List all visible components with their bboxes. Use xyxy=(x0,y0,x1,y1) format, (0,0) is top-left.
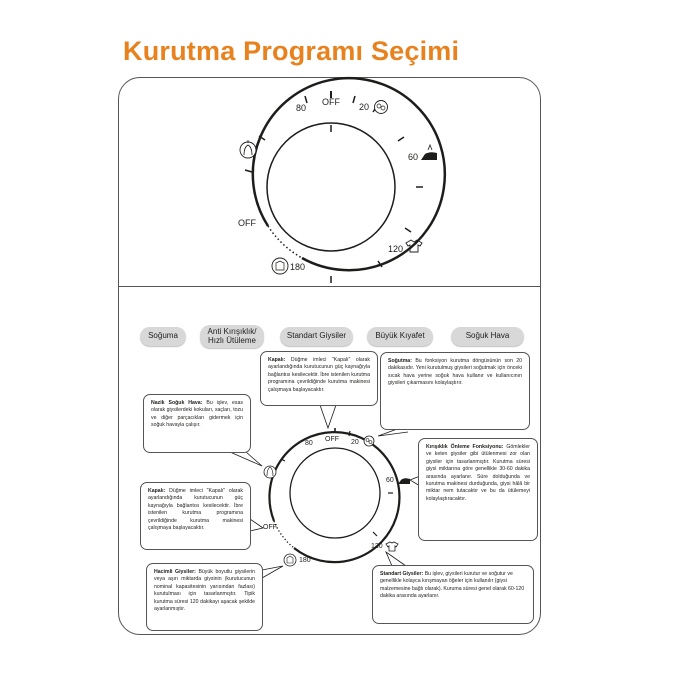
bottom-dial-label-off-left: OFF xyxy=(263,524,277,531)
program-button-soguk-hava[interactable]: Soğuk Hava xyxy=(451,327,524,346)
bottom-dial-label-off-top: OFF xyxy=(325,436,339,443)
bottom-heavy-clothes-icon xyxy=(284,554,296,566)
program-button-buyuk-kiyafet[interactable]: Büyük Kıyafet xyxy=(367,327,433,346)
bottom-dial-label-180: 180 xyxy=(299,557,311,564)
program-button-anti-kirisiklik[interactable]: Anti Kırışıklık/ Hızlı Ütüleme xyxy=(200,325,264,348)
callout-kapali-top: Kapalı: Düğme imleci "Kapalı" olarak ayarlandığında kurutucunun güç kaynağıyla bağlantısı kesilecektir. İbre istenilen kurutma programına çevrildiğinde kurutma makinesi çalışmaya başlayacaktır. xyxy=(260,351,378,406)
page-title: Kurutma Programı Seçimi xyxy=(123,36,460,66)
bottom-gentle-cool-icon xyxy=(264,466,276,478)
bottom-iron-icon xyxy=(398,478,410,484)
bottom-dial-label-80: 80 xyxy=(305,440,313,447)
bottom-anti-wrinkle-icon xyxy=(364,436,374,446)
top-dial-label-off-top: OFF xyxy=(322,97,340,107)
bottom-dial-label-120: 120 xyxy=(371,543,383,550)
top-dial-label-60: 60 xyxy=(408,152,419,162)
top-dial-label-120: 120 xyxy=(388,244,404,254)
callout-tail-kapali-left xyxy=(250,519,263,531)
top-dial-label-80: 80 xyxy=(296,103,307,113)
top-dial-label-180: 180 xyxy=(290,262,306,272)
callout-soguma: Soğutma: Bu fonksiyon kurutma döngüsünün son 20 dakikasıdır. Yeni kurutulmuş giysileri soğutmak için önceki sıcak hava yerine soğuk hava kullanır ve kullanıcının giysileri çıkarmasını kolaylaştırır. xyxy=(380,352,530,430)
program-button-soguma[interactable]: Soğuma xyxy=(140,327,186,346)
bottom-dial-label-20: 20 xyxy=(351,439,359,446)
callout-kapali-left: Kapalı: Düğme imleci "Kapalı" olarak ayarlandığında kurutucunun güç kaynağıyla bağlantısı kesilecektir. İbre istenilen kurutma programına çevrildiğinde kurutma makinesi çalışmaya başlayacaktır. xyxy=(140,482,251,550)
top-dial-label-off-left: OFF xyxy=(238,218,256,228)
callout-hacimli-giysiler: Hacimli Giysiler: Büyük boyutlu giysilerin veya aşırı miktarda giysinin (kurutucunun nominal kapasitesinin yarısından fazlası) kurutulması için tasarlanmıştır. Tipik kurutma süresi 120 dakikayı aşacak şekilde ayarlanmıştır. xyxy=(146,563,263,631)
callout-tail-kapali-top xyxy=(320,405,336,428)
callout-tail-standart xyxy=(386,552,406,566)
callout-tail-nazik xyxy=(230,452,262,466)
bottom-dial-dotted-arc xyxy=(274,521,294,548)
top-dial-label-20: 20 xyxy=(359,102,370,112)
callout-tail-hacimli xyxy=(262,566,283,578)
bottom-shirt-icon xyxy=(386,542,398,551)
callout-standart-giysiler: Standart Giysiler: Bu işlev, giysileri kurutur ve soğutur ve genellikle kolayca kırışmayan öğeler için kullanılır (giysi malzemesine bağlı olarak). Kuruma süresi genel olarak 60-120 dakika arasında ayarlanır. xyxy=(372,565,534,624)
callout-nazik-soguk-hava: Nazik Soğuk Hava: Bu işlev, esas olarak giysilerdeki kokuları, saçları, tozu ve diğer parçacıkları gidermek için soğuk havayla çalışır. xyxy=(143,394,251,453)
bottom-dial-knob xyxy=(290,448,380,538)
callout-kirisiklik-onleme: Kırışıklık Önleme Fonksiyonu: Gömlekler ve keten giysiler gibi ütülenmesi zor olan giysiler için tasarlanmıştır. Kurutma süresi giysi miktarına göre genellikle 30-60 dakika arasında ayarlanır. Süre dolduğunda ve kurutma makinesi durduğunda, giysi hâlâ bir miktar nem tutacaktır ve bu da ütülemeyi kolaylaştıracaktır. xyxy=(418,438,538,541)
program-button-standart[interactable]: Standart Giysiler xyxy=(280,327,353,346)
bottom-dial-label-60: 60 xyxy=(386,477,394,484)
